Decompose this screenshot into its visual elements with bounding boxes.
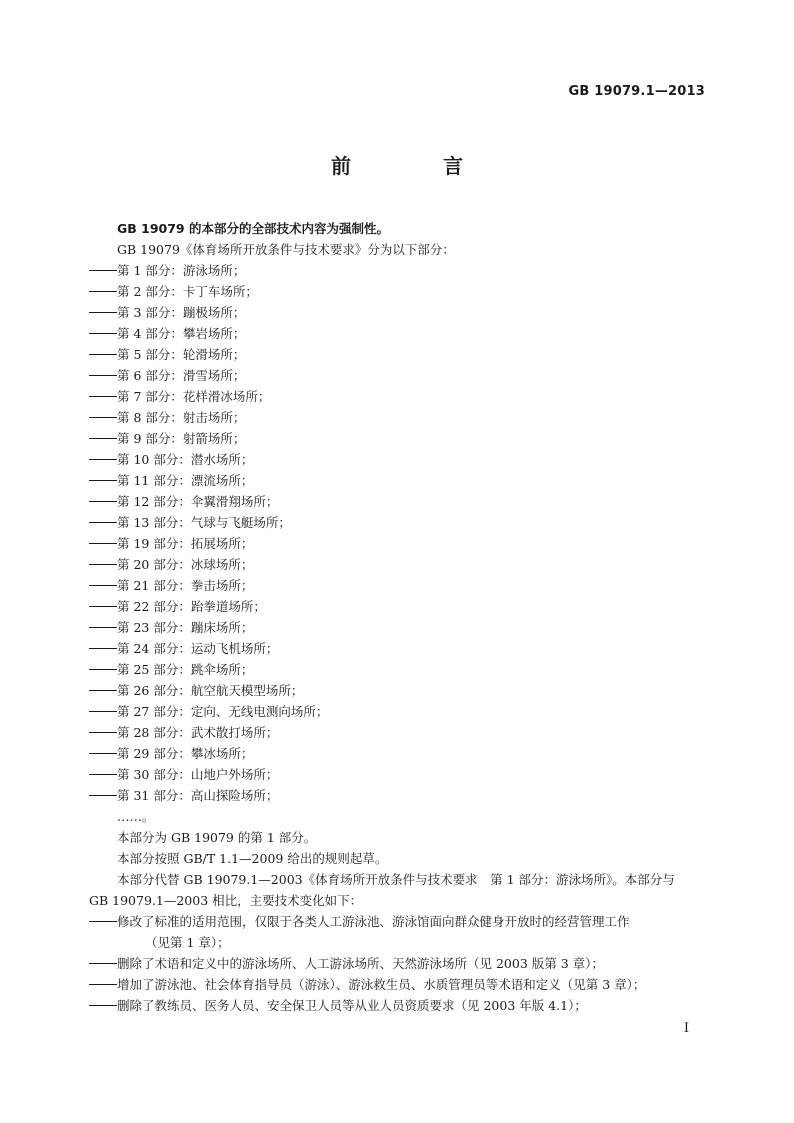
part-label: 第 11 部分：漂流场所； <box>117 473 254 488</box>
em-dash-icon <box>89 312 117 313</box>
part-label: 第 13 部分：气球与飞艇场所； <box>117 515 291 530</box>
part-label: 第 19 部分：拓展场所； <box>117 536 254 551</box>
part-label: 第 26 部分：航空航天模型场所； <box>117 683 304 698</box>
part-label: 第 12 部分：伞翼滑翔场所； <box>117 494 279 509</box>
part-label: 第 24 部分：运动飞机场所； <box>117 641 279 656</box>
em-dash-icon <box>89 564 117 565</box>
em-dash-icon <box>89 648 117 649</box>
part-label: 第 21 部分：拳击场所； <box>117 578 254 593</box>
em-dash-icon <box>89 333 117 334</box>
part-label: 第 8 部分：射击场所； <box>117 410 246 425</box>
list-item <box>61 701 709 722</box>
part-label: 第 7 部分：花样滑冰场所； <box>117 389 271 404</box>
list-item <box>61 449 709 470</box>
em-dash-icon <box>89 270 117 271</box>
list-item <box>61 596 709 617</box>
em-dash-icon <box>89 375 117 376</box>
em-dash-icon <box>89 963 117 964</box>
part-label: 第 2 部分：卡丁车场所； <box>117 284 258 299</box>
em-dash-icon <box>89 585 117 586</box>
part-label: 第 1 部分：游泳场所； <box>117 263 246 278</box>
list-item <box>61 764 709 785</box>
list-item <box>61 785 709 806</box>
change-item <box>89 953 709 974</box>
em-dash-icon <box>89 753 117 754</box>
change-text: 删除了术语和定义中的游泳场所、人工游泳场所、天然游泳场所（见 2003 版第 3 章）； <box>117 956 604 971</box>
this-part-statement: 本部分为 GB 19079 的第 1 部分。 <box>117 830 317 845</box>
change-item <box>89 974 709 995</box>
replaces-statement-line2: GB 19079.1—2003 相比，主要技术变化如下： <box>89 893 363 908</box>
list-item <box>61 302 709 323</box>
part-label: 第 20 部分：冰球场所； <box>117 557 254 572</box>
em-dash-icon <box>89 669 117 670</box>
list-item <box>61 533 709 554</box>
list-item <box>61 386 709 407</box>
list-item <box>61 680 709 701</box>
list-item <box>61 659 709 680</box>
parts-list <box>89 260 709 806</box>
part-label: 第 31 部分：高山探险场所； <box>117 788 279 803</box>
replaces-statement-line1: 本部分代替 GB 19079.1—2003《体育场所开放条件与技术要求 第 1 部分：游泳场所》。本部分与 <box>117 872 675 887</box>
list-item <box>61 512 709 533</box>
part-label: 第 5 部分：轮滑场所； <box>117 347 246 362</box>
list-item <box>61 722 709 743</box>
list-item <box>61 743 709 764</box>
list-item <box>61 617 709 638</box>
em-dash-icon <box>89 1005 117 1006</box>
standard-code: GB 19079.1—2013 <box>568 84 705 99</box>
em-dash-icon <box>89 417 117 418</box>
em-dash-icon <box>89 438 117 439</box>
list-item <box>61 344 709 365</box>
part-label: 第 28 部分：武术散打场所； <box>117 725 279 740</box>
part-label: 第 27 部分：定向、无线电测向场所； <box>117 704 329 719</box>
em-dash-icon <box>89 459 117 460</box>
em-dash-icon <box>89 606 117 607</box>
part-label: 第 3 部分：蹦极场所； <box>117 305 246 320</box>
em-dash-icon <box>89 543 117 544</box>
em-dash-icon <box>89 921 117 922</box>
em-dash-icon <box>89 711 117 712</box>
part-label: 第 4 部分：攀岩场所； <box>117 326 246 341</box>
change-text: 删除了教练员、医务人员、安全保卫人员等从业人员资质要求（见 2003 年版 4.1）； <box>117 998 587 1013</box>
em-dash-icon <box>89 522 117 523</box>
page-title: 前 言 <box>331 154 499 178</box>
part-label: 第 30 部分：山地户外场所； <box>117 767 279 782</box>
part-label: 第 23 部分：蹦床场所； <box>117 620 254 635</box>
em-dash-icon <box>89 795 117 796</box>
change-text-continued: （见第 1 章）； <box>145 935 230 950</box>
part-label: 第 10 部分：潜水场所； <box>117 452 254 467</box>
list-item <box>61 470 709 491</box>
part-label: 第 22 部分：跆拳道场所； <box>117 599 266 614</box>
em-dash-icon <box>89 774 117 775</box>
document-body <box>89 218 709 1016</box>
em-dash-icon <box>89 480 117 481</box>
em-dash-icon <box>89 396 117 397</box>
change-item <box>89 995 709 1016</box>
change-item <box>89 911 709 932</box>
ellipsis-line: ……。 <box>117 809 155 824</box>
em-dash-icon <box>89 501 117 502</box>
part-label: 第 29 部分：攀冰场所； <box>117 746 254 761</box>
list-item <box>61 575 709 596</box>
em-dash-icon <box>89 627 117 628</box>
list-item <box>61 554 709 575</box>
change-text: 修改了标准的适用范围，仅限于各类人工游泳池、游泳馆面向群众健身开放时的经营管理工作 <box>117 914 630 929</box>
list-item <box>61 281 709 302</box>
page-number: I <box>683 1021 689 1036</box>
em-dash-icon <box>89 984 117 985</box>
em-dash-icon <box>89 291 117 292</box>
list-item <box>61 638 709 659</box>
em-dash-icon <box>89 732 117 733</box>
change-text: 增加了游泳池、社会体育指导员（游泳）、游泳救生员、水质管理员等术语和定义（见第 3 章）； <box>117 977 646 992</box>
em-dash-icon <box>89 354 117 355</box>
em-dash-icon <box>89 690 117 691</box>
list-item <box>61 407 709 428</box>
part-label: 第 9 部分：射箭场所； <box>117 431 246 446</box>
list-item <box>61 260 709 281</box>
changes-list <box>89 911 709 1016</box>
list-item <box>61 491 709 512</box>
part-label: 第 6 部分：滑雪场所； <box>117 368 246 383</box>
mandatory-statement: GB 19079 的本部分的全部技术内容为强制性。 <box>117 221 389 236</box>
list-item <box>61 428 709 449</box>
parts-intro: GB 19079《体育场所开放条件与技术要求》分为以下部分： <box>117 242 455 257</box>
list-item <box>61 365 709 386</box>
drafting-statement: 本部分按照 GB/T 1.1—2009 给出的规则起草。 <box>117 851 388 866</box>
part-label: 第 25 部分：跳伞场所； <box>117 662 254 677</box>
list-item <box>61 323 709 344</box>
